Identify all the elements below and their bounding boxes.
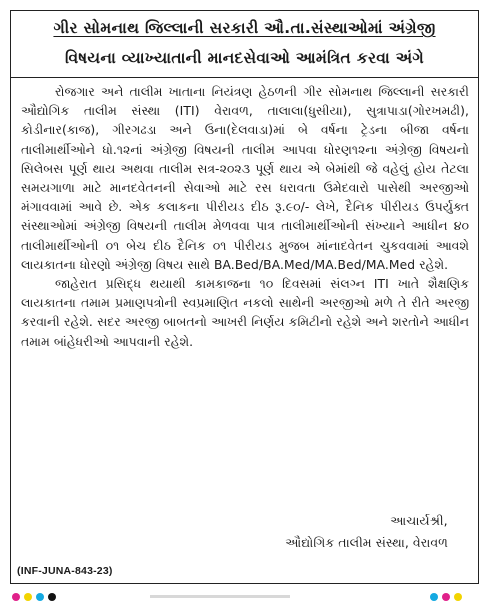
notice-paragraph-2: જાહેરાત પ્રસિદ્ધ થયાથી કામકાજના ૧૦ દિવસમાં સંલગ્ન ITI ખાતે શૈક્ષણિક લાયકાતના તમામ પ્રમાણપત્રોની સ્વપ્રમાણિત નકલો સાથેની અરજીઓ મળે તે રીતે અરજી કરવાની રહેશે. સદર અરજી બાબતનો આખરી નિર્ણય કમિટીનો રહેશે અને શરતોને આધીન તમામ બાંહેધરીઓ આપવાની રહેશે.: [21, 277, 469, 349]
registration-dot-magenta-right: [442, 593, 450, 601]
registration-dot-magenta: [12, 593, 20, 601]
notice-title-line-1: [11, 19, 478, 38]
registration-dot-cyan-right: [430, 593, 438, 601]
reference-number: (INF-JUNA-843-23): [17, 565, 113, 577]
print-registration-marks: [0, 588, 490, 601]
notice-title-line-2: વિષયના વ્યાખ્યાતાની માનદસેવાઓ આમંત્રિત કરવા અંગે: [65, 49, 424, 67]
notice-title-line-1-text: ગીર સોમનાથ જિલ્લાની સરકારી ઔ.તા.સંસ્થાઓમાં અંગ્રેજી: [53, 19, 436, 37]
signoff-block: [285, 510, 448, 554]
registration-dot-cyan: [36, 593, 44, 601]
notice-paragraph-1: રોજગાર અને તાલીમ ખાતાના નિયંત્રણ હેઠળની ગીર સોમનાથ જિલ્લાની સરકારી ઔદ્યોગિક તાલીમ સંસ્થા (ITI) વેરાવળ, તાલાલા(ધુસીયા), સુત્રાપાડા(ગોરખમઢી), કોડીનાર(કાજ), ગીરગઢડા અને ઉના(દેલવાડા)માં બે વર્ષના ટ્રેડના બીજા વર્ષના તાલીમાર્થીઓને ધો.૧૨નાં અંગ્રેજી વિષયની તાલીમ આપવા ધોરણ૧૨ના અંગ્રેજી વિષયનો સિલેબસ પૂર્ણ થાય અથવા તાલીમ સત્ર-૨૦૨૩ પૂર્ણ થાય એ બેમાંથી જે વહેલું હોય તેટલા સમયગાળા માટે માનદવેતનની સેવાઓ માટે રસ ધરાવતા ઉમેદવારો પાસેથી અરજીઓ મંગાવવામાં આવે છે. એક કલાકના પીરીયડ દીઠ રૂ.૯૦/- લેખે, દૈનિક પીરીયડ ઉપર્યુક્ત સંસ્થાઓમાં અંગ્રેજી વિષયની તાલીમ મેળવવા પાત્ર તાલીમાર્થીઓની સંખ્યાને આધીન ૪૦ તાલીમાર્થીઓની ૦૧ બેચ દીઠ દૈનિક ૦૧ પીરીયડ મુજબ માંનાદવેતન ચુકવવામાં આવશે લાયકાતના ધોરણો અંગ્રેજી વિષય સાથે BA.Bed/BA.Med/MA.Bed/MA.Med રહેશે.: [21, 85, 469, 272]
signoff-designation: આચાર્યશ્રી,: [390, 513, 448, 528]
notice-body: [21, 83, 469, 352]
title-divider: [11, 77, 478, 78]
signoff-institution: ઔદ્યોગિક તાલીમ સંસ્થા, વેરાવળ: [285, 535, 448, 550]
registration-bar: [150, 595, 290, 598]
registration-dot-black: [48, 593, 56, 601]
registration-dot-yellow-right: [454, 593, 462, 601]
registration-dot-yellow: [24, 593, 32, 601]
notice-box: [10, 10, 479, 584]
